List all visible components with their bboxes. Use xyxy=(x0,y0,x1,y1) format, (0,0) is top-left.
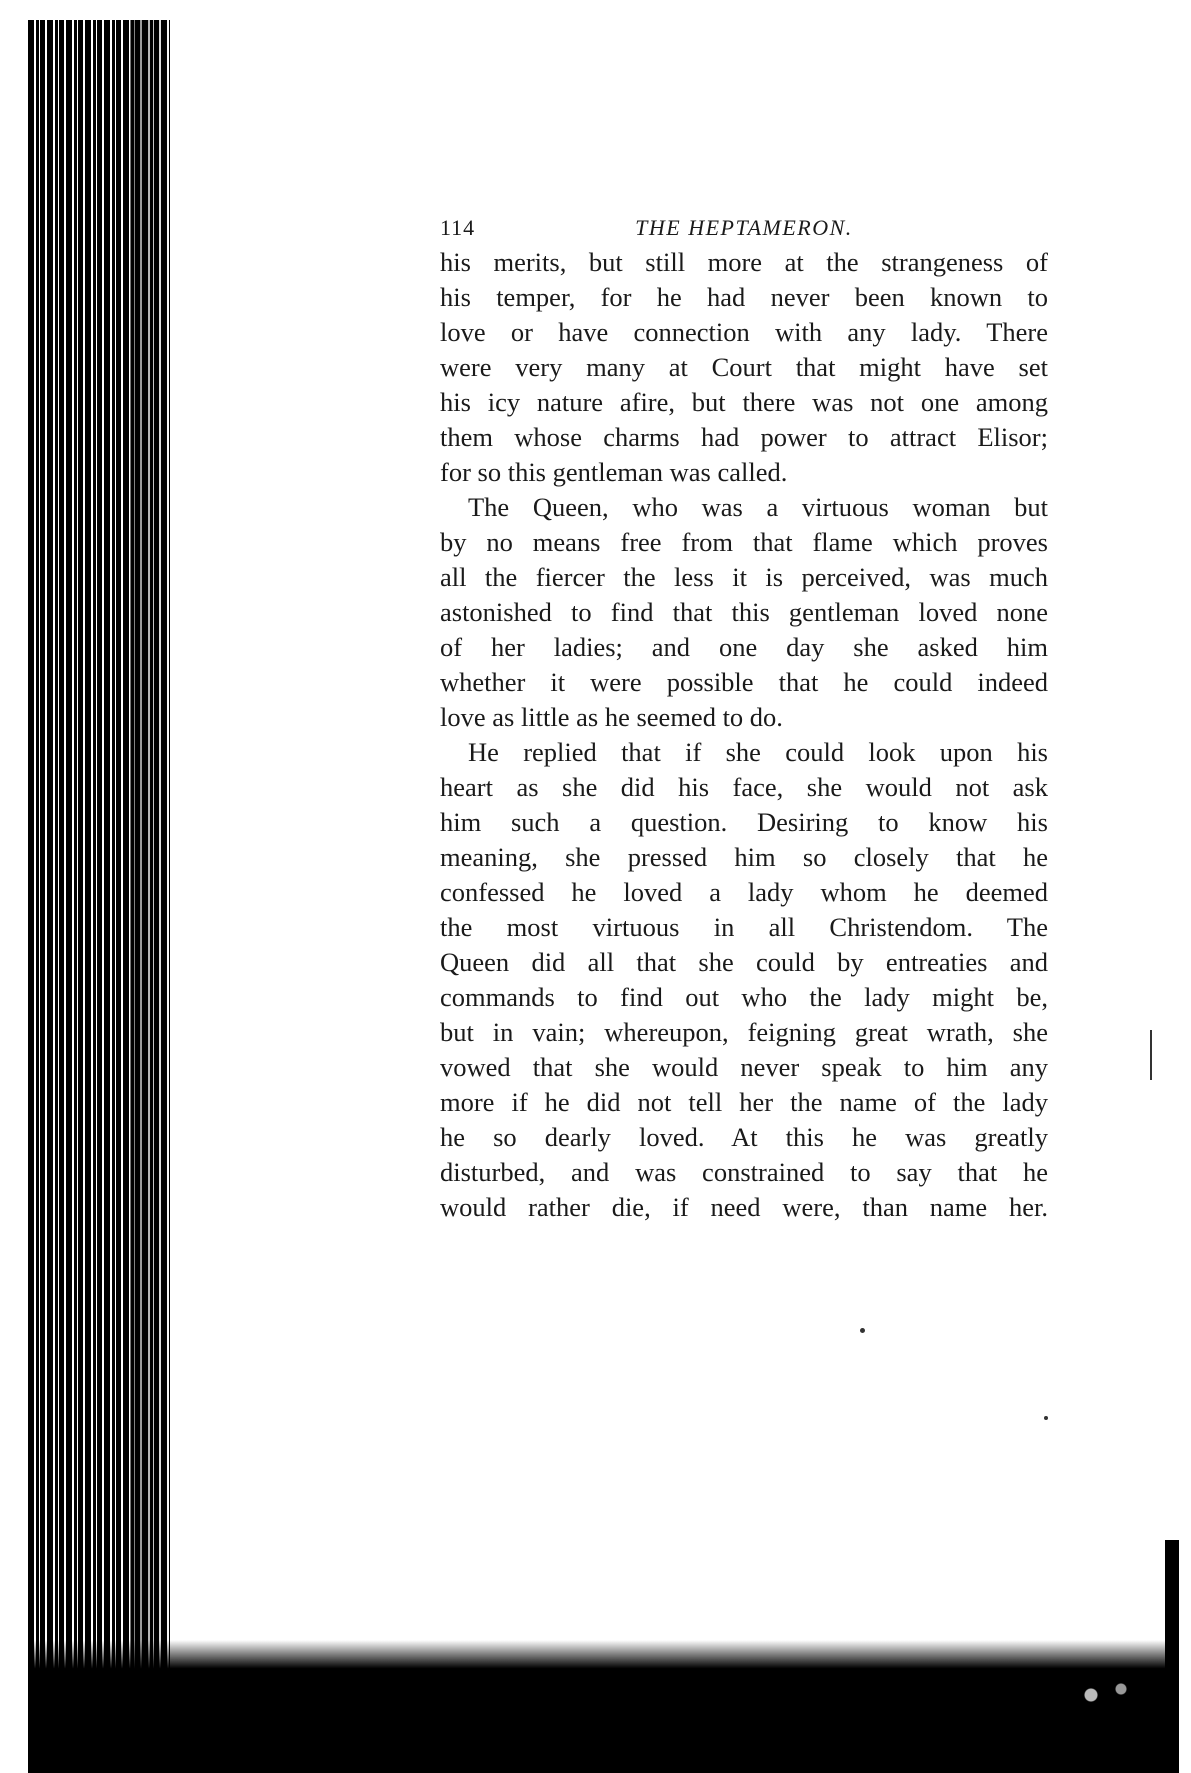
corner-scan-noise xyxy=(1051,1665,1151,1725)
text-line: Queen did all that she could by entreaties and xyxy=(440,947,1048,977)
text-line: The Queen, who was a virtuous woman but xyxy=(468,492,1048,522)
text-line: commands to find out who the lady might be, xyxy=(440,982,1048,1012)
text-line: He replied that if she could look upon his xyxy=(468,737,1048,767)
bottom-shadow-gradient xyxy=(28,1640,1168,1670)
text-line: his merits, but still more at the strangeness of xyxy=(440,247,1048,277)
text-line: all the fiercer the less it is perceived, was much xyxy=(440,562,1048,592)
gutter-shadow xyxy=(130,20,170,1670)
paragraph xyxy=(440,245,1048,490)
scan-speck xyxy=(1044,1416,1048,1420)
text-line: were very many at Court that might have set xyxy=(440,352,1048,382)
paragraph xyxy=(440,735,1048,1225)
text-line: for so this gentleman was called. xyxy=(440,457,788,487)
scan-speck xyxy=(860,1328,865,1333)
page-number: 114 xyxy=(440,215,476,240)
text-line: love as little as he seemed to do. xyxy=(440,702,783,732)
paragraph xyxy=(440,490,1048,735)
bottom-scan-shadow xyxy=(28,1670,1168,1773)
text-line: love or have connection with any lady. There xyxy=(440,317,1048,347)
text-line: he so dearly loved. At this he was greatly xyxy=(440,1122,1048,1152)
text-line: meaning, she pressed him so closely that he xyxy=(440,842,1048,872)
right-scan-shadow xyxy=(1165,1540,1179,1773)
text-line: by no means free from that flame which proves xyxy=(440,527,1048,557)
text-line: whether it were possible that he could indeed xyxy=(440,667,1048,697)
scan-mark xyxy=(1150,1030,1152,1080)
text-line: his icy nature afire, but there was not one among xyxy=(440,387,1048,417)
text-line: astonished to find that this gentleman loved none xyxy=(440,597,1048,627)
text-line: him such a question. Desiring to know his xyxy=(440,807,1048,837)
text-line: of her ladies; and one day she asked him xyxy=(440,632,1048,662)
text-line: would rather die, if need were, than name her. xyxy=(440,1192,1048,1222)
body-text xyxy=(440,245,1048,1225)
text-line: disturbed, and was constrained to say that he xyxy=(440,1157,1048,1187)
text-line: confessed he loved a lady whom he deemed xyxy=(440,877,1048,907)
text-line: his temper, for he had never been known to xyxy=(440,282,1048,312)
text-line: heart as she did his face, she would not ask xyxy=(440,772,1048,802)
text-line: vowed that she would never speak to him any xyxy=(440,1052,1048,1082)
running-title: THE HEPTAMERON. xyxy=(635,215,853,240)
running-head xyxy=(440,205,1048,245)
text-line: them whose charms had power to attract Elisor; xyxy=(440,422,1048,452)
book-page xyxy=(440,205,1048,1225)
text-line: more if he did not tell her the name of the lady xyxy=(440,1087,1048,1117)
text-line: but in vain; whereupon, feigning great wrath, she xyxy=(440,1017,1048,1047)
text-line: the most virtuous in all Christendom. The xyxy=(440,912,1048,942)
